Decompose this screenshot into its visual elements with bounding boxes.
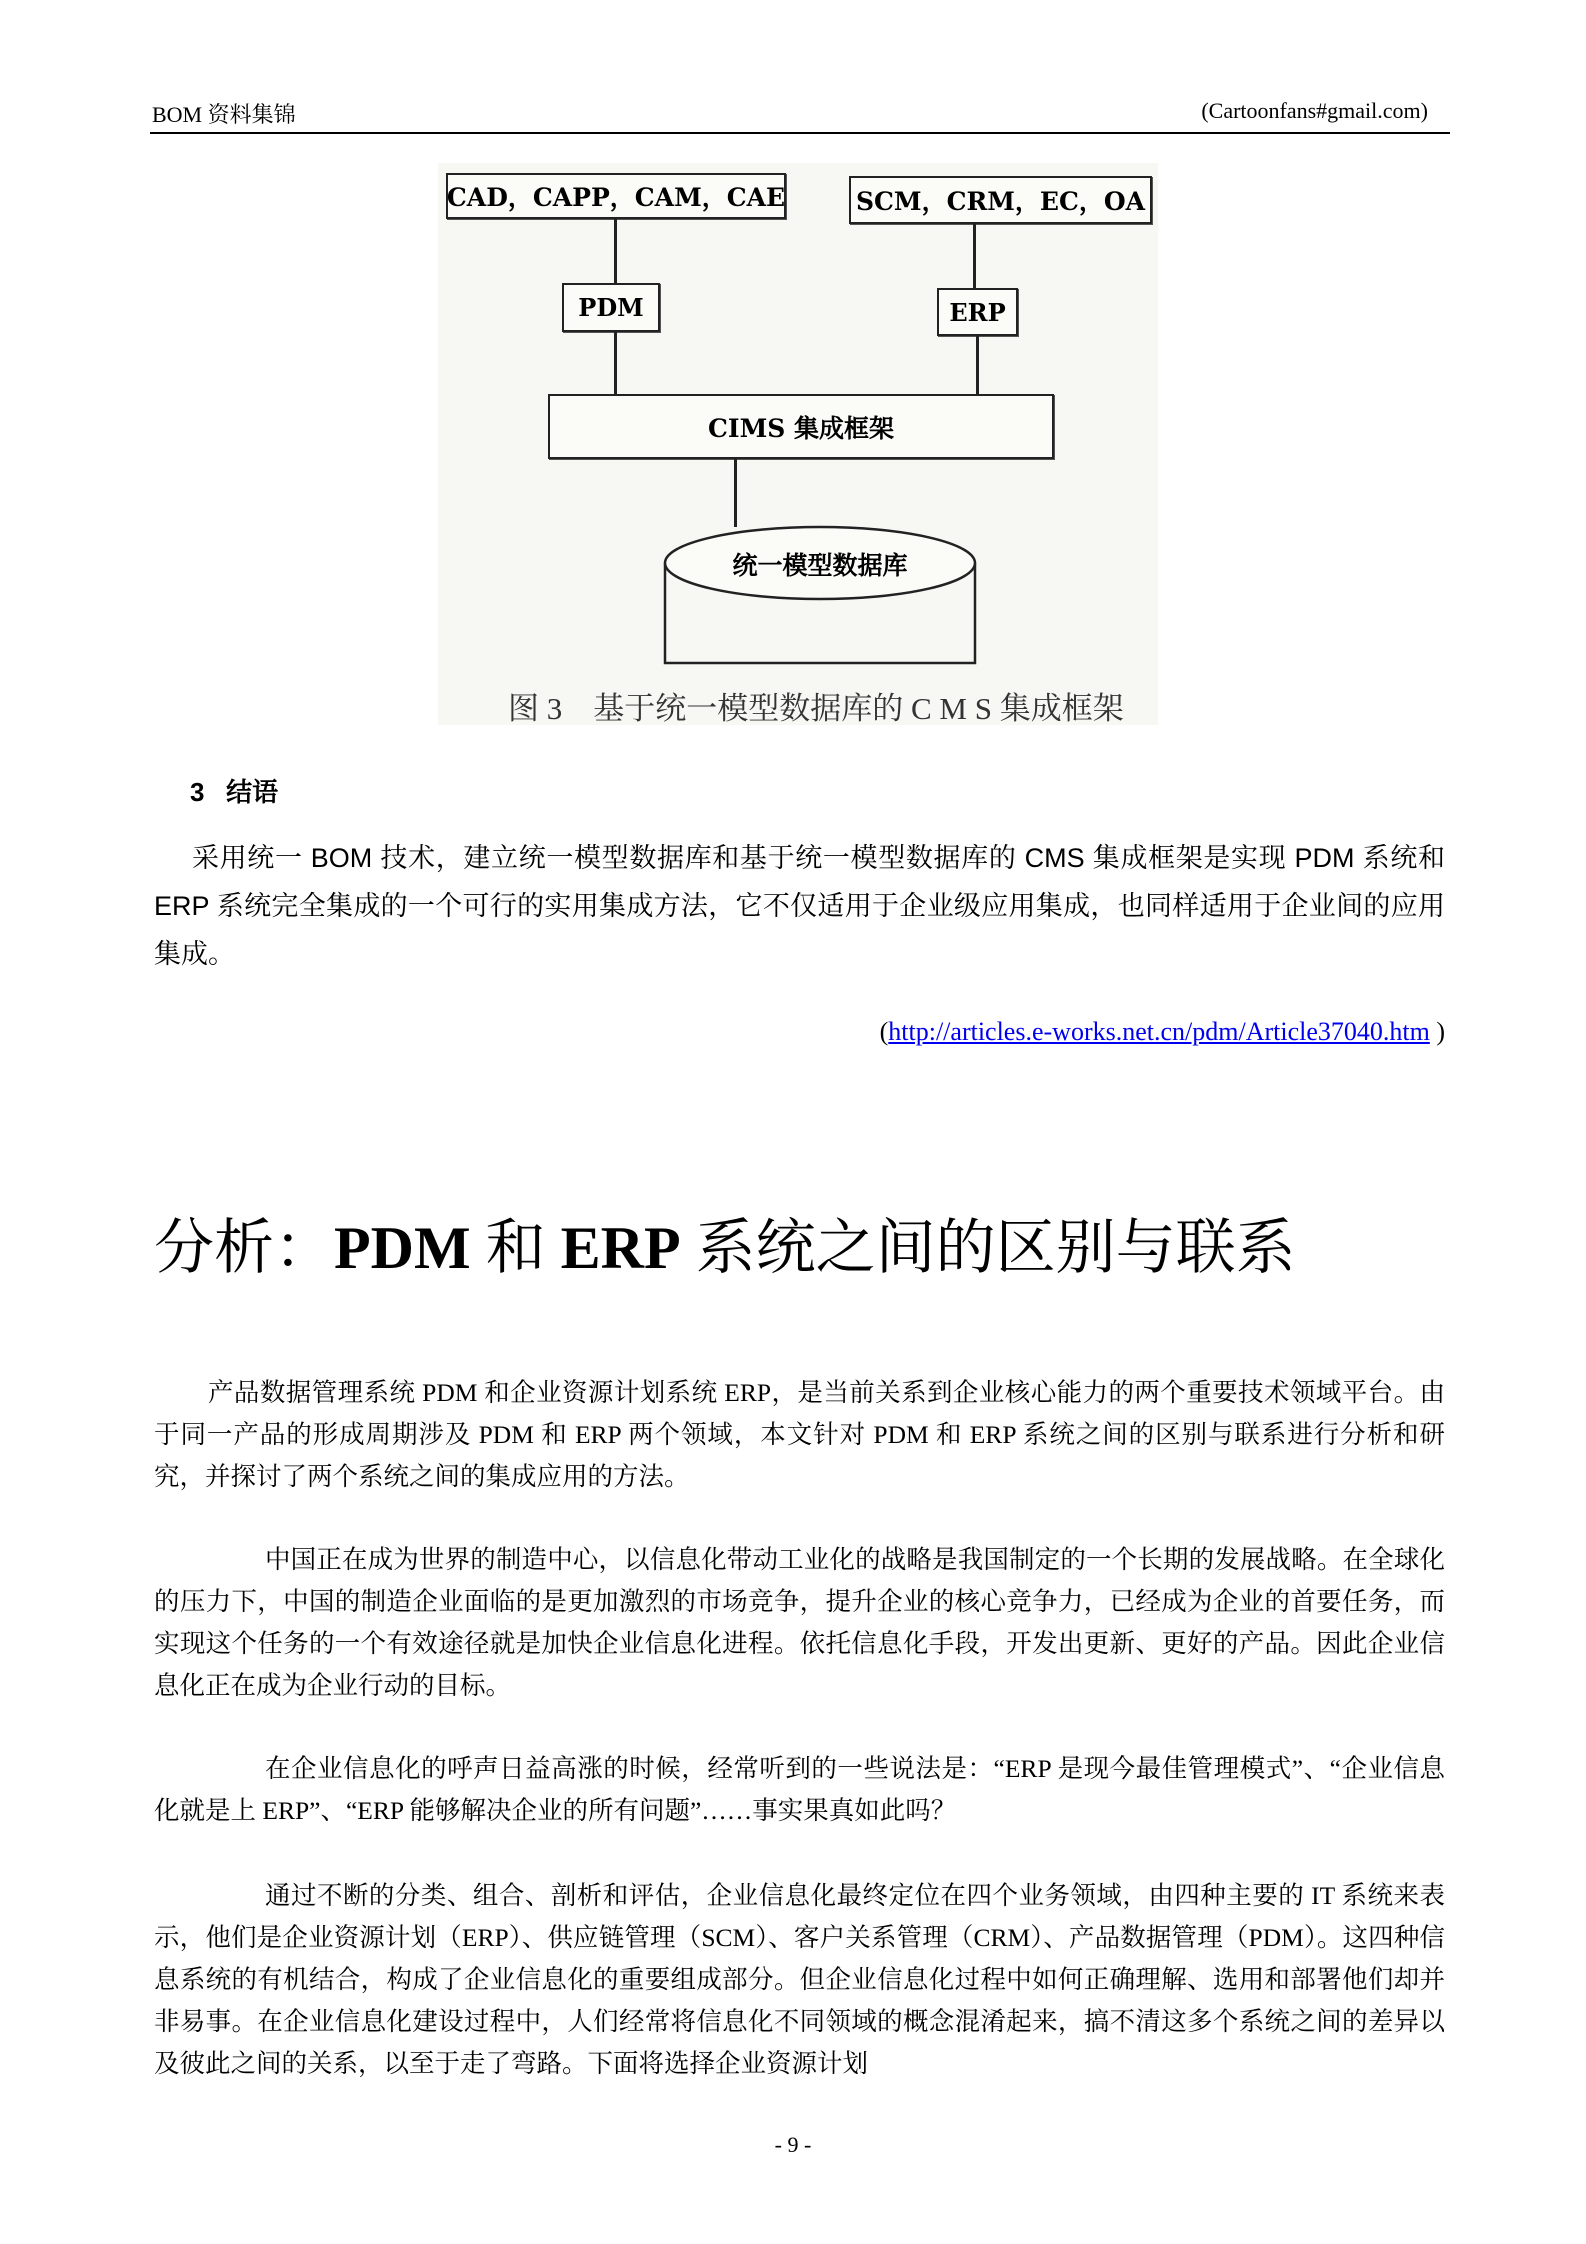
paren-close: ) bbox=[1429, 1017, 1445, 1046]
header-divider bbox=[150, 132, 1450, 134]
figure-caption: 图 3 基于统一模型数据库的 C M S 集成框架 bbox=[508, 691, 1124, 726]
box-pdm: PDM bbox=[562, 283, 660, 332]
section-number: 3 bbox=[190, 777, 205, 807]
arrow-cims-db bbox=[734, 459, 737, 527]
source-citation bbox=[880, 1017, 1445, 1047]
box-erp: ERP bbox=[937, 288, 1018, 336]
title-prefix: 分析： bbox=[154, 1215, 334, 1281]
article-paragraph: 中国正在成为世界的制造中心，以信息化带动工业化的战略是我国制定的一个长期的发展战略。在全球化的压力下，中国的制造企业面临的是更加激烈的市场竞争，提升企业的核心竞争力，已经成为企业的首要任务，而实现这个任务的一个有效途径就是加快企业信息化进程。依托信息化手段，开发出更新、更好的产品。因此企业信息化正在成为企业行动的目标。 bbox=[154, 1545, 1445, 1700]
title-suffix: 系统之间的区别与联系 bbox=[680, 1215, 1296, 1281]
title-pdm: PDM bbox=[334, 1215, 471, 1281]
box-scm-crm-ec-oa: SCM，CRM，EC，OA bbox=[849, 176, 1152, 224]
section-title: 结语 bbox=[226, 777, 279, 807]
article-paragraph: 在企业信息化的呼声日益高涨的时候，经常听到的一些说法是：“ERP 是现今最佳管理模式”、“企业信息化就是上 ERP”、“ERP 能够解决企业的所有问题”……事实果真如此吗？ bbox=[154, 1754, 1445, 1825]
header-left: BOM 资料集锦 bbox=[152, 102, 296, 127]
page-number: - 9 - bbox=[774, 2132, 812, 2157]
arrow-erp-cims bbox=[976, 336, 979, 394]
article-paragraph: 产品数据管理系统 PDM 和企业资源计划系统 ERP，是当前关系到企业核心能力的两个重要技术领域平台。由于同一产品的形成周期涉及 PDM 和 ERP 两个领域，本文针对 PDM 和 ERP 系统之间的区别与联系进行分析和研究，并探讨了两个系统之间的集成应用的方法。 bbox=[154, 1378, 1445, 1491]
paren-open: ( bbox=[879, 1017, 889, 1046]
cims-diagram-figure bbox=[438, 163, 1158, 725]
conclusion-paragraph: 采用统一 BOM 技术，建立统一模型数据库和基于统一模型数据库的 CMS 集成框架是实现 PDM 系统和 ERP 系统完全集成的一个可行的实用集成方法，它不仅适用于企业级应用集成，也同样适用于企业间的应用集成。 bbox=[154, 843, 1445, 969]
source-link[interactable]: http://articles.e-works.net.cn/pdm/Article37040.htm bbox=[888, 1017, 1430, 1046]
article-title bbox=[154, 1200, 1296, 1286]
header-right: (Cartoonfans#gmail.com) bbox=[1201, 98, 1428, 123]
box-cims-framework: CIMS 集成框架 bbox=[548, 394, 1054, 459]
title-erp: ERP bbox=[560, 1215, 681, 1281]
arrow-pdm-cims bbox=[614, 332, 617, 394]
database-label: 统一模型数据库 bbox=[732, 553, 908, 580]
arrow-cad-pdm bbox=[614, 219, 617, 283]
arrow-scm-erp bbox=[973, 224, 976, 288]
box-cad-capp-cam-cae: CAD，CAPP，CAM，CAE bbox=[446, 173, 786, 219]
database-cylinder-icon bbox=[660, 523, 980, 668]
section-heading bbox=[190, 772, 278, 809]
article-paragraph: 通过不断的分类、组合、剖析和评估，企业信息化最终定位在四个业务领域，由四种主要的 IT 系统来表示，他们是企业资源计划（ERP）、供应链管理（SCM）、客户关系管理（CRM）、产品数据管理（PDM）。这四种信息系统的有机结合，构成了企业信息化的重要组成部分。但企业信息化过程中如何正确理解、选用和部署他们却并非易事。在企业信息化建设过程中，人们经常将信息化不同领域的概念混淆起来，搞不清这多个系统之间的差异以及彼此之间的关系，以至于走了弯路。下面将选择企业资源计划 bbox=[154, 1881, 1445, 2078]
title-and: 和 bbox=[470, 1215, 561, 1281]
